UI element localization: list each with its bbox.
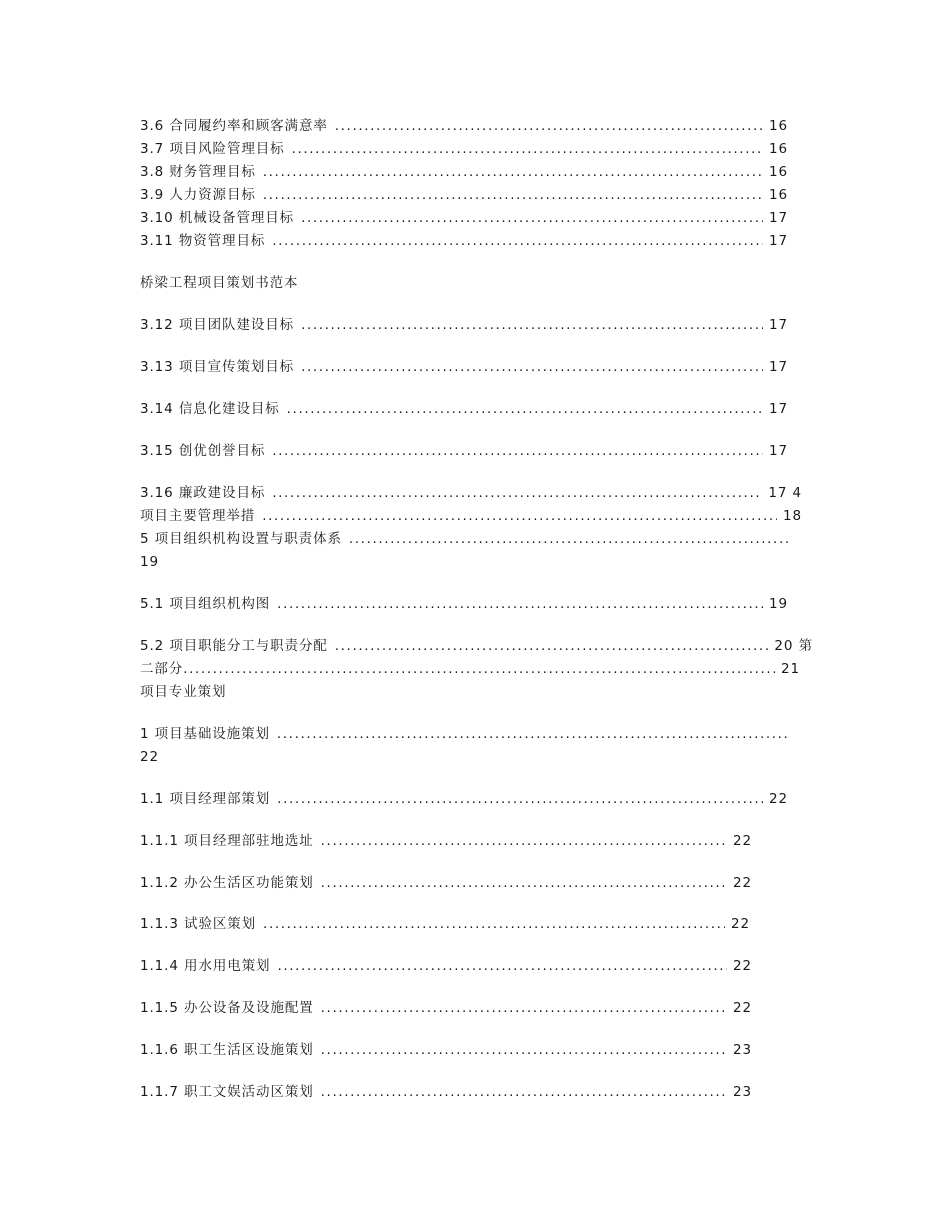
toc-entry-page: 16 (769, 164, 788, 180)
toc-entry-page: 22 (731, 916, 750, 932)
toc-entry-title: 1.1.3 试验区策划 (140, 916, 257, 932)
toc-entry-page: 17 4 (768, 485, 802, 501)
toc-entry-title: 5.2 项目职能分工与职责分配 (140, 638, 328, 654)
toc-leader-dots (277, 955, 727, 977)
toc-entry[interactable] (140, 356, 788, 378)
toc-entry-page: 16 (769, 187, 788, 203)
toc-leader-dots (277, 788, 763, 810)
toc-leader-dots (183, 658, 775, 680)
toc-leader-dots (321, 1039, 727, 1061)
toc-entry[interactable] (140, 1039, 752, 1061)
toc-entry[interactable] (140, 913, 750, 935)
toc-entry[interactable] (140, 230, 788, 252)
toc-entry-page: 22 (733, 958, 752, 974)
toc-leader-dots (301, 356, 763, 378)
toc-entry-page: 17 (769, 443, 788, 459)
toc-entry[interactable] (140, 830, 752, 852)
toc-leader-dots (292, 138, 763, 160)
toc-entry[interactable] (140, 482, 802, 504)
toc-entry-title: 3.6 合同履约率和顾客满意率 (140, 118, 328, 134)
toc-leader-dots (272, 230, 763, 252)
toc-entry-page: 22 (733, 833, 752, 849)
toc-entry-title: 3.10 机械设备管理目标 (140, 210, 295, 226)
toc-entry-page: 18 (783, 508, 802, 524)
toc-entry-title: 3.16 廉政建设目标 (140, 485, 266, 501)
toc-leader-dots (321, 872, 727, 894)
toc-entry-page-wrapped: 22 (140, 749, 159, 765)
toc-entry-title: 1 项目基础设施策划 (140, 726, 270, 742)
toc-leader-dots (335, 635, 769, 657)
toc-entry-title: 3.15 创优创誉目标 (140, 443, 266, 459)
toc-entry-title: 1.1.5 办公设备及设施配置 (140, 1000, 314, 1016)
toc-entry[interactable] (140, 207, 788, 229)
toc-entry-page: 22 (733, 875, 752, 891)
toc-entry-title: 5.1 项目组织机构图 (140, 596, 271, 612)
toc-entry[interactable] (140, 788, 788, 810)
toc-entry-title: 1.1.4 用水用电策划 (140, 958, 271, 974)
toc-entry-title: 3.13 项目宣传策划目标 (140, 359, 295, 375)
toc-leader-dots (277, 723, 787, 745)
toc-entry-page: 20 第 (774, 638, 813, 654)
toc-entry-page: 21 (781, 661, 800, 677)
toc-entry-title: 5 项目组织机构设置与职责体系 (140, 531, 342, 547)
toc-entry[interactable] (140, 505, 802, 527)
toc-leader-dots (349, 528, 789, 550)
toc-entry-page: 17 (769, 359, 788, 375)
toc-leader-dots (263, 913, 725, 935)
toc-entry-page: 16 (769, 118, 788, 134)
toc-entry-page: 17 (769, 317, 788, 333)
toc-leader-dots (263, 184, 763, 206)
toc-leader-dots (277, 593, 763, 615)
toc-entry[interactable] (140, 528, 795, 550)
toc-entry-title: 3.9 人力资源目标 (140, 187, 256, 203)
toc-entry-title: 1.1.7 职工文娱活动区策划 (140, 1084, 314, 1100)
toc-entry[interactable] (140, 723, 793, 745)
toc-entry-title: 3.8 财务管理目标 (140, 164, 256, 180)
toc-entry-page: 17 (769, 233, 788, 249)
toc-entry[interactable] (140, 635, 813, 657)
toc-entry[interactable] (140, 593, 788, 615)
toc-entry-title: 3.12 项目团队建设目标 (140, 317, 295, 333)
toc-entry-title: 3.11 物资管理目标 (140, 233, 266, 249)
toc-entry[interactable] (140, 314, 788, 336)
toc-entry-page: 22 (769, 791, 788, 807)
toc-entry-page: 17 (769, 401, 788, 417)
toc-leader-dots (263, 161, 763, 183)
toc-leader-dots (272, 482, 762, 504)
toc-entry-page: 23 (733, 1042, 752, 1058)
toc-leader-dots (321, 997, 727, 1019)
toc-entry-title: 二部分 (140, 661, 184, 677)
toc-entry-page: 19 (769, 596, 788, 612)
toc-entry-title: 1.1.2 办公生活区功能策划 (140, 875, 314, 891)
toc-leader-dots (321, 830, 727, 852)
toc-entry-page: 22 (733, 1000, 752, 1016)
toc-entry-page: 23 (733, 1084, 752, 1100)
toc-entry[interactable] (140, 138, 788, 160)
toc-entry[interactable] (140, 658, 800, 680)
toc-entry[interactable] (140, 997, 752, 1019)
toc-leader-dots (335, 115, 763, 137)
toc-entry[interactable] (140, 440, 788, 462)
toc-leader-dots (287, 398, 763, 420)
document-title: 桥梁工程项目策划书范本 (140, 275, 299, 291)
toc-entry[interactable] (140, 872, 752, 894)
toc-leader-dots (301, 207, 763, 229)
toc-entry[interactable] (140, 398, 788, 420)
toc-entry[interactable] (140, 955, 752, 977)
section-heading: 项目专业策划 (140, 684, 227, 700)
toc-entry[interactable] (140, 161, 788, 183)
toc-entry-title: 1.1.6 职工生活区设施策划 (140, 1042, 314, 1058)
toc-entry-page: 16 (769, 141, 788, 157)
toc-leader-dots (272, 440, 763, 462)
toc-entry-title: 项目主要管理举措 (140, 508, 256, 524)
toc-leader-dots (301, 314, 763, 336)
toc-entry[interactable] (140, 184, 788, 206)
toc-leader-dots (262, 505, 777, 527)
toc-entry-title: 3.14 信息化建设目标 (140, 401, 280, 417)
toc-entry[interactable] (140, 1081, 752, 1103)
toc-entry-page-wrapped: 19 (140, 554, 159, 570)
toc-leader-dots (321, 1081, 727, 1103)
toc-entry-title: 1.1 项目经理部策划 (140, 791, 271, 807)
toc-entry[interactable] (140, 115, 788, 137)
toc-entry-title: 1.1.1 项目经理部驻地选址 (140, 833, 314, 849)
toc-entry-page: 17 (769, 210, 788, 226)
toc-entry-title: 3.7 项目风险管理目标 (140, 141, 285, 157)
